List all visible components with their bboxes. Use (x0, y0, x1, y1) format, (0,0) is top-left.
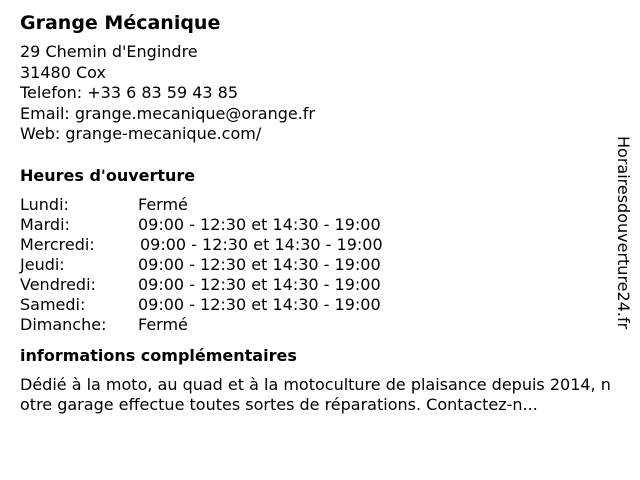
day-label: Mardi: (20, 214, 70, 234)
time-value: 09:00 - 12:30 et 14:30 - 19:00 (138, 214, 381, 234)
time-value: 09:00 - 12:30 et 14:30 - 19:00 (138, 254, 381, 274)
additional-info-heading: informations complémentaires (20, 345, 297, 365)
day-label: Mercredi: (20, 234, 95, 254)
email-line: Email: grange.mecanique@orange.fr (20, 103, 315, 123)
day-label: Jeudi: (20, 254, 65, 274)
hours-row-tuesday (20, 215, 610, 235)
hours-row-monday (20, 195, 610, 215)
business-name: Grange Mécanique (20, 12, 221, 34)
day-label: Lundi: (20, 194, 69, 214)
address-street: 29 Chemin d'Engindre (20, 42, 198, 61)
hours-row-friday (20, 275, 610, 295)
opening-hours-heading: Heures d'ouverture (20, 165, 196, 185)
day-label: Samedi: (20, 294, 86, 314)
time-value: 09:00 - 12:30 et 14:30 - 19:00 (140, 234, 383, 254)
time-value: 09:00 - 12:30 et 14:30 - 19:00 (138, 294, 381, 314)
site-watermark: Horairesdouverture24.fr (614, 136, 633, 330)
contact-block (20, 42, 610, 145)
web-line: Web: grange-mecanique.com/ (20, 124, 262, 144)
hours-row-sunday (20, 315, 610, 335)
time-value: Fermé (138, 314, 188, 334)
business-card (20, 10, 610, 415)
phone-line: Telefon: +33 6 83 59 43 85 (20, 83, 239, 103)
day-label: Dimanche: (20, 314, 107, 334)
hours-row-thursday (20, 255, 610, 275)
hours-row-wednesday (20, 235, 610, 255)
opening-hours-table (20, 195, 610, 335)
address-city: 31480 Cox (20, 62, 106, 82)
hours-row-saturday (20, 295, 610, 315)
time-value: 09:00 - 12:30 et 14:30 - 19:00 (138, 274, 381, 294)
day-label: Vendredi: (20, 274, 96, 294)
additional-info-text: Dédié à la moto, au quad et à la motoculture de plaisance depuis 2014, notre garage effectue toutes sortes de réparations. Contactez-n... (20, 374, 611, 414)
time-value: Fermé (138, 194, 188, 214)
